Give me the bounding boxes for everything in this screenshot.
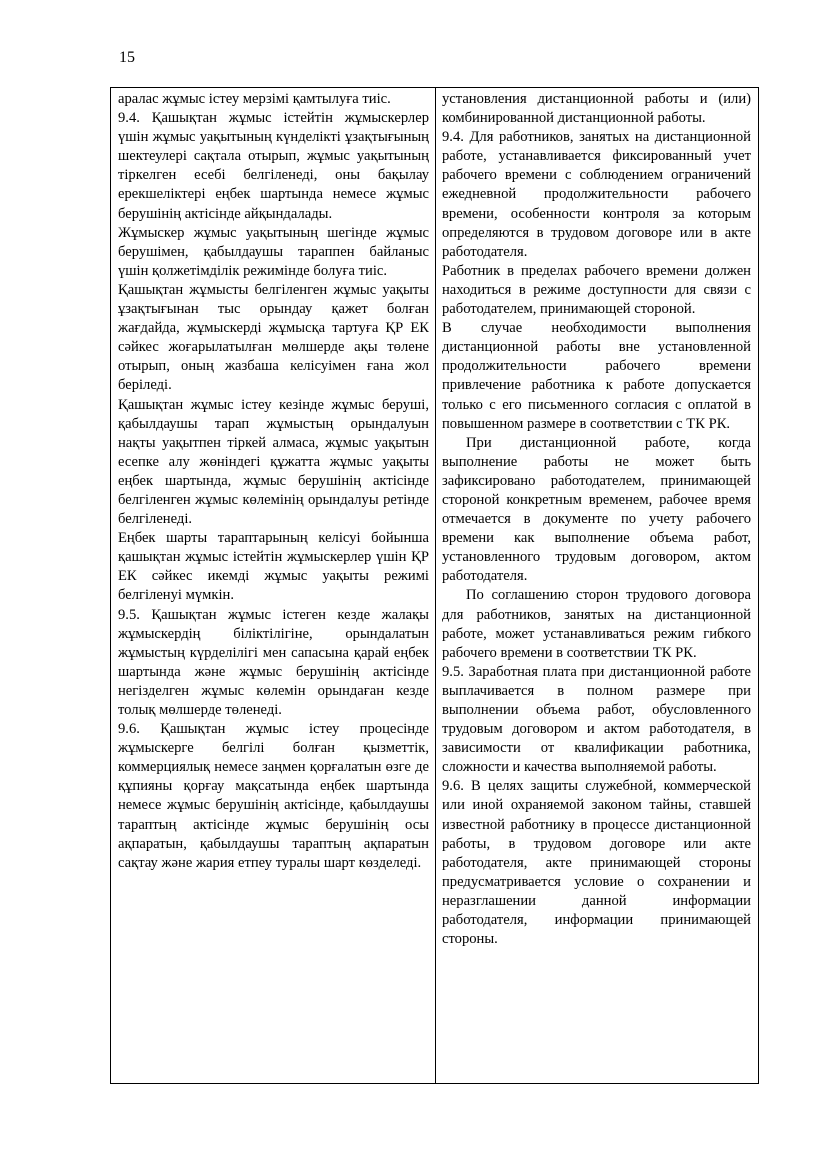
russian-paragraph: установления дистанционной работы и (или) комбинированной дистанционной работы.: [442, 91, 751, 127]
russian-paragraph: 9.4. Для работников, занятых на дистанционной работе, устанавливается фиксированный учет рабочего времени с соблюдением ограничений ежедневной продолжительности рабочего времени, особенности контроля за которым определяются в трудовом договоре или в акте работодателя.: [442, 129, 751, 260]
russian-paragraph: При дистанционной работе, когда выполнение работы не может быть зафиксировано работодателем, принимающей стороной конкретным временем, рабочее время отмечается в документе по учету рабочего времени как выполнение объема работ, установленного трудовым договором, актом работодателя.: [442, 434, 751, 585]
russian-paragraph: Работник в пределах рабочего времени должен находиться в режиме доступности для связи с работодателем, принимающей стороной.: [442, 262, 751, 318]
kazakh-paragraph: Қашықтан жұмысты белгіленген жұмыс уақыты ұзақтығынан тыс орындау қажет болған жағдайда, жұмыскерді жұмысқа тартуға ҚР ЕК сәйкес жоғарылатылған мөлшерде ақы төлене отырып, оның жазбаша келісуімен ғана жол беріледі.: [118, 281, 429, 394]
kazakh-paragraph: аралас жұмыс істеу мерзімі қамтылуға тиіс.: [118, 91, 391, 107]
russian-paragraph: В случае необходимости выполнения дистанционной работы вне установленной продолжительности рабочего времени привлечение работника к работе допускается только с его письменного согласия с оплатой в повышенном размере в соответствии с ТК РК.: [442, 320, 751, 432]
kazakh-paragraph: Жұмыскер жұмыс уақытының шегінде жұмыс берушімен, қабылдаушы тараппен байланыс үшін қолжетімділік режимінде болуға тиіс.: [118, 224, 429, 279]
page-number: 15: [119, 49, 135, 66]
bilingual-table: [110, 87, 759, 1084]
kazakh-paragraph: 9.5. Қашықтан жұмыс істеген кезде жалақы жұмыскердің біліктілігіне, орындалатын жұмыстың күрделілігі мен сапасына қарай еңбек шартында және жұмыс берушінің актісінде негізделген жұмыс көлемін орындаған кезде толық мөлшерде төленеді.: [118, 606, 429, 718]
kazakh-paragraph: 9.4. Қашықтан жұмыс істейтін жұмыскерлер үшін жұмыс уақытының күнделікті ұзақтығының шектеулері сақтала отырып, жұмыс уақытының тіркелген есебі белгіленеді, оны бақылау ерекшеліктері еңбек шартында немесе жұмыс берушінің актісінде айқындалады.: [118, 110, 429, 222]
russian-paragraph: 9.5. Заработная плата при дистанционной работе выплачивается в полном размере при выполнении объема работ, обусловленного трудовым договором и актом работодателя, в зависимости от квалификации работника, сложности и качества выполняемой работы.: [442, 663, 751, 776]
kazakh-column: [111, 88, 436, 1083]
russian-column: [436, 88, 758, 1083]
russian-paragraph: 9.6. В целях защиты служебной, коммерческой или иной охраняемой законом тайны, ставшей известной работнику в процессе дистанционной работы, в трудовом договоре или акте работодателя, акте принимающей стороны предусматривается условие о сохранении и неразглашении данной информации работодателя, информации принимающей стороны.: [442, 778, 751, 948]
russian-paragraph: По соглашению сторон трудового договора для работников, занятых на дистанционной работе, может устанавливаться режим гибкого рабочего времени в соответствии ТК РК.: [442, 587, 751, 661]
kazakh-paragraph: 9.6. Қашықтан жұмыс істеу процесінде жұмыскерге белгілі болған қызметтік, коммерциялық немесе заңмен қорғалатын өзге де құпияны қорғау мақсатында еңбек шартында немесе жұмыс берушінің актісінде, қабылдаушы тараптың актісінде жұмыс берушінің осы ақпаратын, қабылдаушы тараптың ақпаратын сақтау және жария етпеу туралы шарт көзделеді.: [118, 721, 429, 871]
kazakh-paragraph: Қашықтан жұмыс істеу кезінде жұмыс беруші, қабылдаушы тарап жұмыстың орындалуын нақты уақытпен тіркей алмаса, жұмыс уақытын есепке алу жөніндегі құжатта жұмыс уақыты еңбек шартында, жұмыс берушінің актісінде белгіленген жұмыс көлемінің орындалуы ретінде белгіленеді.: [118, 396, 429, 528]
kazakh-paragraph: Еңбек шарты тараптарының келісуі бойынша қашықтан жұмыс істейтін жұмыскерлер үшін ҚР ЕК сәйкес икемді жұмыс уақыты режимі белгіленуі мүмкін.: [118, 530, 429, 604]
